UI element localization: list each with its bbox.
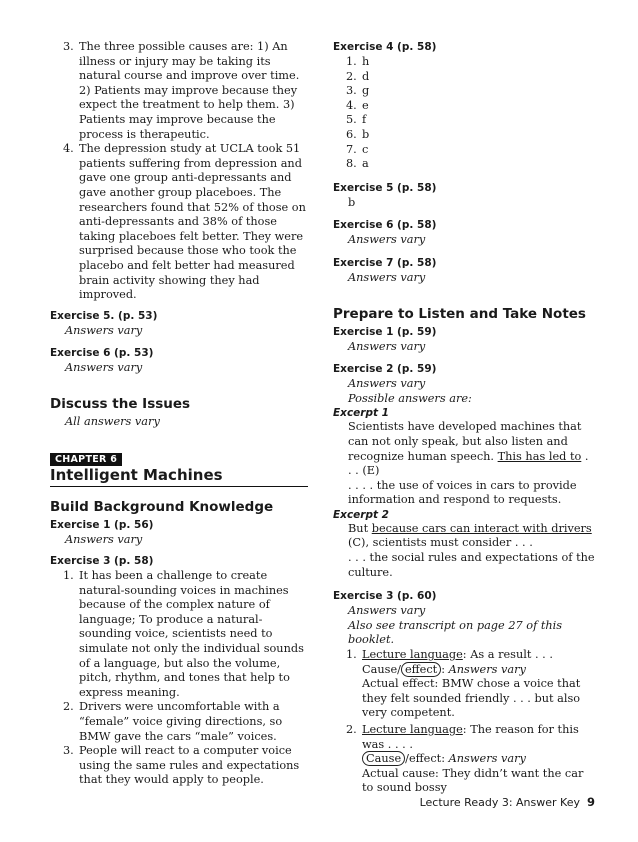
list-item [333,128,595,143]
lecture-language-label: Lecture language [362,648,463,662]
list-item [333,157,595,172]
item-text: g [362,84,370,98]
item-text: d [362,69,370,83]
chapter-badge: CHAPTER 6 [50,453,122,466]
list-item [333,55,595,70]
section-heading: Build Background Knowledge [50,499,274,516]
exercise-heading: Exercise 7 (p. 58) [333,256,437,269]
exercise-answer: Answers vary [65,323,143,337]
lecture-language-text: : The reason for this was . . . . [362,723,579,751]
exercise-heading: Exercise 6 (p. 53) [50,347,154,360]
exercise-answer: Answers vary [348,233,426,247]
item-text: The three possible causes are: 1) An illness or injury may be taking its natural course and improve over time. 2) Patients may improve because they expect the treatment to help them. 3) Patients may improve because the process is therapeutic. [79,40,300,141]
item-number: 7. [346,142,357,156]
item-number: 3. [346,84,357,98]
exercise-answer: Answers vary [65,533,143,547]
item-number: 2. [63,700,74,714]
exercise-heading: Exercise 3 (p. 58) [50,555,154,568]
list-item [50,142,312,303]
item-number: 1. [63,569,74,583]
cause-label: Cause/ [362,662,401,676]
lecture-language-line [362,648,595,663]
transcript-note: Also see transcript on page 27 of this booklet. [348,618,563,647]
item-text: The depression study at UCLA took 51 patients suffering from depression and gave one group anti-depressants and gave another group placeboes. The researchers found that 52% of those on anti-depressants and 38% of those taking placeboes felt better. They were surprised because those who took the placebo and felt better had measured brain activity showing they had improved. [79,142,306,302]
page-number: 9 [586,795,595,809]
item-number: 4. [63,142,74,156]
exercise-heading: Exercise 5 (p. 58) [333,181,437,194]
item-text: h [362,55,370,68]
exercise-heading: Exercise 5. (p. 53) [50,309,158,322]
excerpt-continuation: . . . . the use of voices in cars to provide information and respond to requests. [348,478,577,507]
exercise-heading: Exercise 4 (p. 58) [333,41,437,53]
excerpt-text-part: But [348,521,372,535]
effect-label: /effect: [405,752,449,766]
lecture-language-text: : As a result . . . [462,648,553,662]
section-answer: All answers vary [65,414,160,428]
exercise-answer: Answers vary [348,377,426,391]
exercise-3-list [50,569,312,788]
lecture-language-label: Lecture language [362,723,463,736]
item-number: 8. [346,157,357,171]
actual-effect-text: Actual effect: BMW chose a voice that they felt sounded friendly . . . but also very competent. [362,677,581,720]
exercise-heading: Exercise 6 (p. 58) [333,219,437,232]
footer-title: Lecture Ready 3: Answer Key [419,796,580,809]
list-item [50,700,312,744]
item-number: 1. [346,55,357,68]
list-item [333,99,595,114]
intro-list [50,40,312,303]
signal-phrase: because cars can interact with drivers [371,521,592,535]
circled-effect: effect [401,662,441,677]
item-text: People will react to a computer voice using the same rules and expectations that they would apply to people. [79,744,300,787]
exercise-answer: Answers vary [348,270,426,284]
list-item [333,84,595,99]
item-number: 3. [63,744,74,758]
list-item [50,40,312,142]
actual-cause-text: Actual cause: They didn’t want the car to sound bossy [362,766,584,795]
cause-effect-answer: Answers vary [448,752,526,766]
exercise-heading: Exercise 3 (p. 60) [333,590,437,603]
exercise-heading: Exercise 2 (p. 59) [333,363,437,376]
section-heading: Discuss the Issues [50,395,191,412]
chapter-title: Intelligent Machines [50,466,308,487]
excerpt-text-part: (C), scientists must consider . . . [348,536,533,550]
list-item [50,569,312,700]
exercise-answer: b [348,195,356,209]
excerpt-label: Excerpt 1 [333,407,389,420]
list-item [333,113,595,128]
item-text: a [362,157,369,171]
item-number: 2. [346,723,357,736]
excerpt-continuation: . . . the social rules and expectations of the culture. [348,551,595,579]
circled-cause: Cause [362,751,405,766]
cause-effect-answer: Answers vary [448,662,526,676]
section-heading: Prepare to Listen and Take Notes [333,305,586,322]
item-number: 4. [346,98,357,112]
cause-effect-separator: : [441,662,449,676]
signal-phrase: This has led to [497,449,582,463]
item-text: e [362,98,369,112]
right-column [333,40,595,796]
list-item [333,70,595,85]
item-number: 5. [346,113,357,127]
item-text: It has been a challenge to create natural-sounding voices in machines because of the complex nature of language; To produce a natural-sounding voice, scientists need to simulate not only the individual sounds of a language, but also the volume, pitch, rhythm, and tones that help to express meaning. [79,569,304,699]
exercise-heading: Exercise 1 (p. 59) [333,325,437,338]
excerpt-label: Excerpt 2 [333,508,389,521]
item-text: b [362,127,370,141]
exercise-heading: Exercise 1 (p. 56) [50,519,154,532]
lecture-language-line [362,723,595,752]
exercise-answer: Answers vary [348,339,426,353]
left-column [50,40,312,788]
page-footer [420,795,595,810]
cause-effect-line [362,663,595,678]
excerpt-text-part: Scientists have developed machines that can not only speak, but also listen and recognize human speech. [348,420,582,463]
item-text: Drivers were uncomfortable with a “female” voice giving directions, so BMW gave the cars “male” voices. [79,700,283,743]
list-item [333,143,595,158]
list-item [333,648,595,721]
excerpt-text [333,420,595,478]
exercise-answer: Answers vary [65,361,143,375]
excerpt-text [333,522,595,551]
item-number: 1. [346,648,357,662]
item-number: 6. [346,127,357,141]
excerpt-text-part: . . . (E) [348,449,589,478]
item-number: 2. [346,69,357,83]
exercise-4-list [333,55,595,172]
item-text: c [362,142,369,156]
list-item [333,723,595,796]
cause-effect-line [362,752,595,767]
item-number: 3. [63,40,74,53]
item-text: f [362,113,367,127]
list-item [50,744,312,788]
possible-answers-note: Possible answers are: [348,391,472,405]
exercise-answer: Answers vary [348,604,426,618]
exercise-3-notes-list [333,648,595,796]
